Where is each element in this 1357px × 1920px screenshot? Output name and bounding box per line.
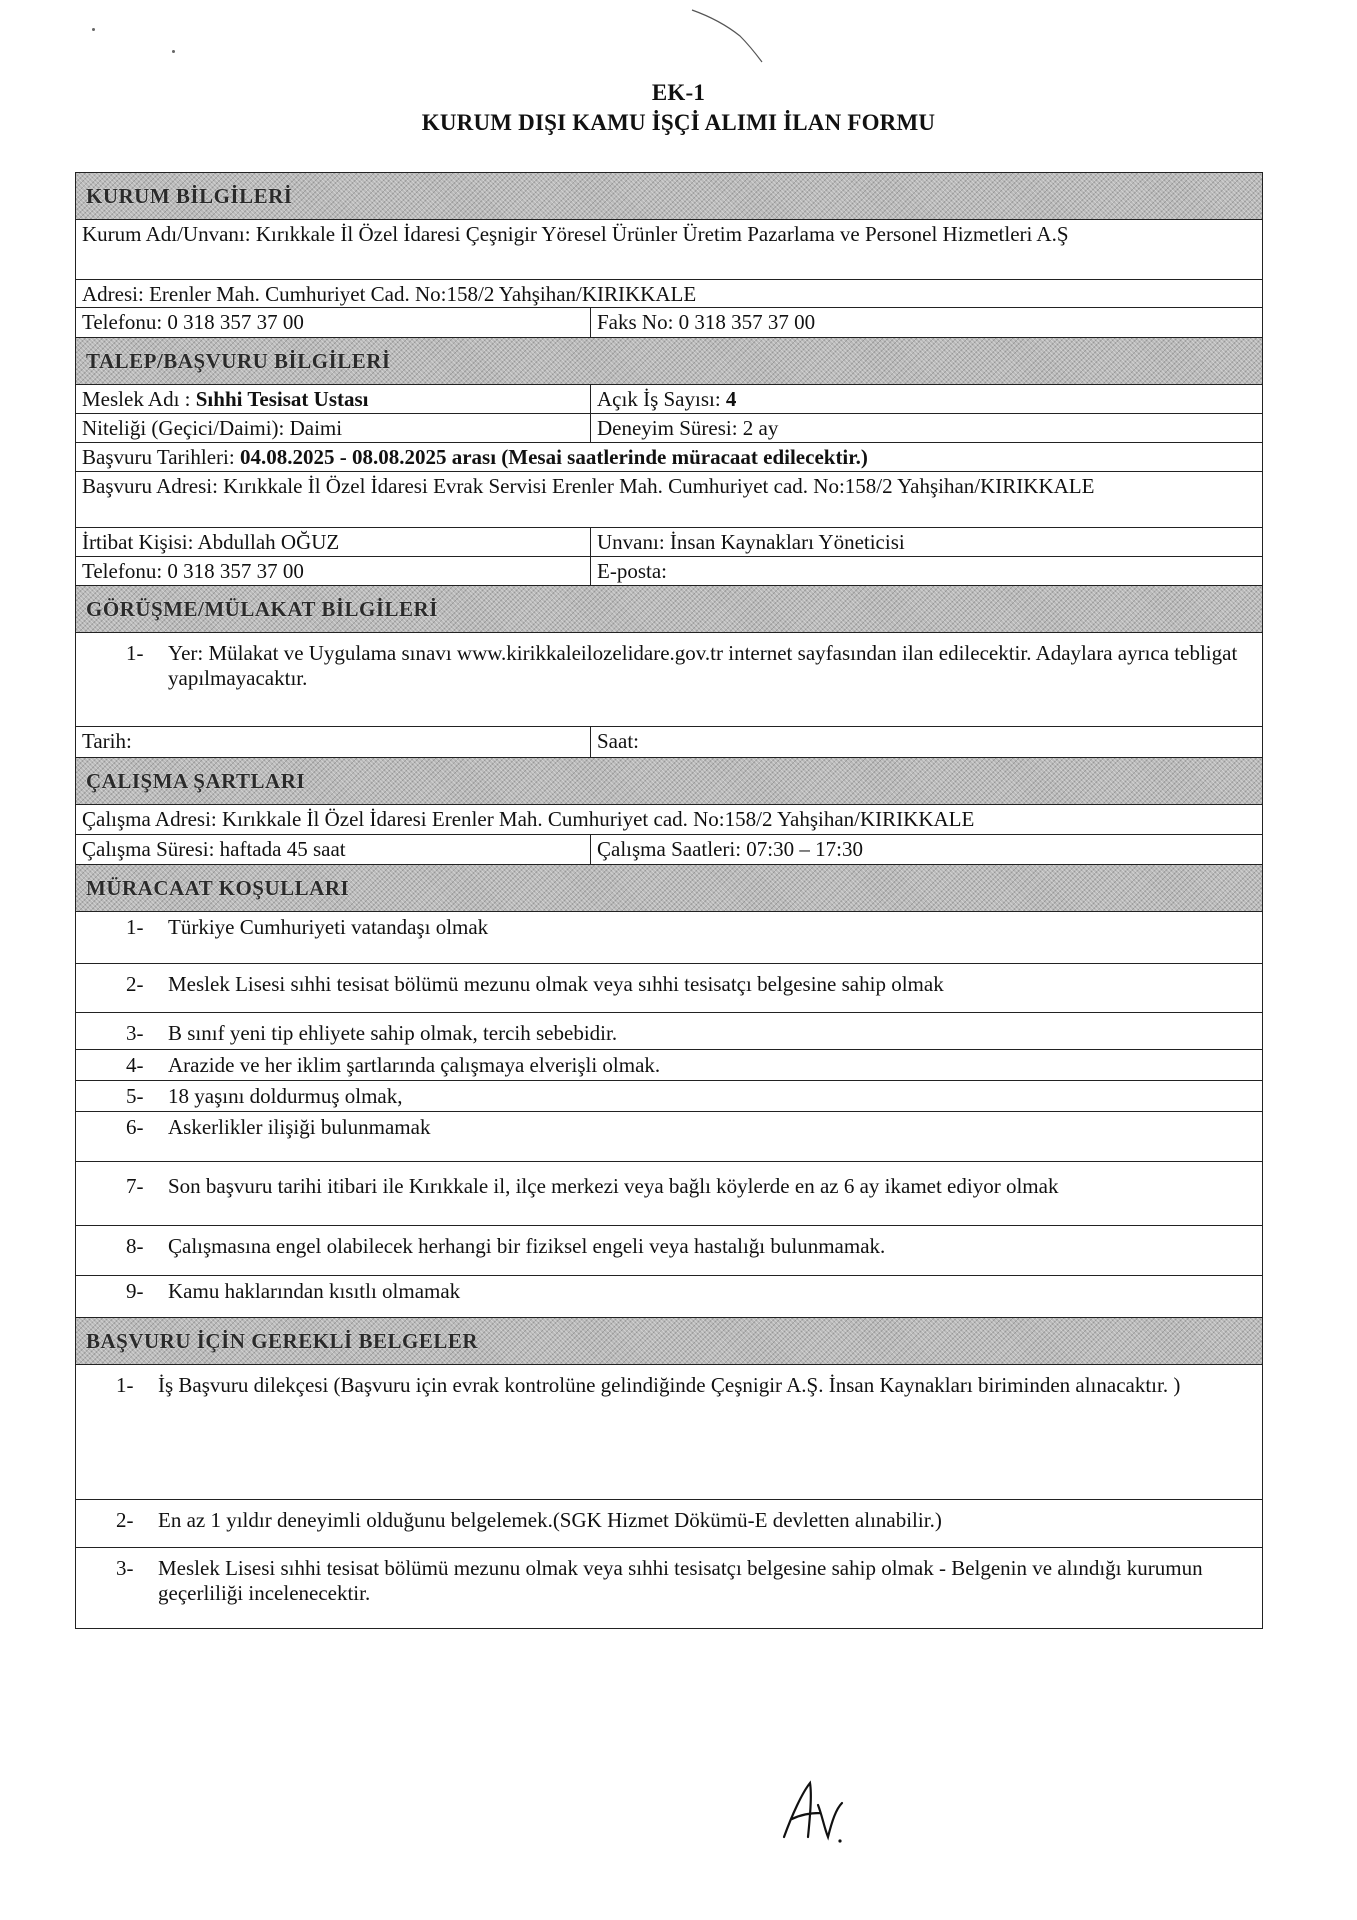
contact-email: E-posta: xyxy=(597,559,667,583)
kurum-phone: Telefonu: 0 318 357 37 00 xyxy=(76,308,591,337)
job-title-cell xyxy=(76,385,591,413)
item-number: 9- xyxy=(126,1279,144,1303)
requirement-text: Son başvuru tarihi itibari ile Kırıkkale il, ilçe merkezi veya bağlı köylerde en az 6 ay ikamet ediyor olmak xyxy=(168,1174,1059,1198)
interview-datetime-row xyxy=(76,727,1262,758)
document-item xyxy=(76,1548,1262,1628)
document-text: En az 1 yıldır deneyimli olduğunu belgelemek.(SGK Hizmet Dökümü-E devletten alınabilir.) xyxy=(158,1508,942,1532)
kurum-name-row xyxy=(76,220,1262,280)
kurum-address: Adresi: Erenler Mah. Cumhuriyet Cad. No:158/2 Yahşihan/KIRIKKALE xyxy=(82,282,697,306)
kurum-contact-row xyxy=(76,308,1262,338)
application-dates-label: Başvuru Tarihleri: xyxy=(82,445,240,469)
job-posting-form xyxy=(75,172,1263,1629)
document-row xyxy=(76,1500,1262,1548)
requirement-text: Meslek Lisesi sıhhi tesisat bölümü mezunu olmak veya sıhhi tesisatçı belgesine sahip olmak xyxy=(168,972,944,996)
work-hours-row xyxy=(76,835,1262,865)
application-dates xyxy=(76,443,1262,471)
requirement-item xyxy=(76,912,1262,963)
requirement-row xyxy=(76,1112,1262,1162)
scan-speck xyxy=(92,28,95,31)
item-number: 5- xyxy=(126,1084,144,1108)
form-title: KURUM DIŞI KAMU İŞÇİ ALIMI İLAN FORMU xyxy=(421,110,936,135)
kurum-name: Kurum Adı/Unvanı: Kırıkkale İl Özel İdaresi Çeşnigir Yöresel Ürünler Üretim Pazarlama ve Personel Hizmetleri A.Ş xyxy=(82,222,1069,246)
section-header-belgeler: BAŞVURU İÇİN GEREKLİ BELGELER xyxy=(76,1318,1262,1365)
item-number: 1- xyxy=(126,641,144,665)
item-number: 6- xyxy=(126,1115,144,1139)
document-text: Meslek Lisesi sıhhi tesisat bölümü mezunu olmak veya sıhhi tesisatçı belgesine sahip olmak - Belgenin ve alındığı kurumun geçerliliği incelenecektir. xyxy=(158,1556,1203,1605)
experience-duration: Deneyim Süresi: 2 ay xyxy=(597,416,779,440)
annex-label: EK-1 xyxy=(651,80,706,105)
talep-job-row xyxy=(76,385,1262,414)
application-dates-value: 04.08.2025 - 08.08.2025 arası (Mesai saatlerinde müracaat edilecektir.) xyxy=(239,445,868,469)
section-header-gorusme: GÖRÜŞME/MÜLAKAT BİLGİLERİ xyxy=(76,586,1262,633)
item-number: 8- xyxy=(126,1234,144,1258)
requirement-item xyxy=(76,1050,1262,1080)
requirement-row xyxy=(76,964,1262,1013)
contact-person: İrtibat Kişisi: Abdullah OĞUZ xyxy=(76,528,591,556)
item-number: 3- xyxy=(126,1021,144,1045)
talep-type-row xyxy=(76,414,1262,443)
requirement-text: Askerlikler ilişiği bulunmamak xyxy=(168,1115,431,1139)
open-positions-cell xyxy=(591,385,1262,413)
section-header-kurum: KURUM BİLGİLERİ xyxy=(76,173,1262,220)
item-number: 1- xyxy=(116,1373,134,1397)
requirement-row xyxy=(76,1050,1262,1081)
interview-location-row xyxy=(76,633,1262,727)
section-header-calisma: ÇALIŞMA ŞARTLARI xyxy=(76,758,1262,805)
interview-time: Saat: xyxy=(597,729,639,753)
requirement-item xyxy=(76,1112,1262,1161)
requirement-row xyxy=(76,912,1262,964)
contact-info-row xyxy=(76,557,1262,586)
section-header-talep: TALEP/BAŞVURU BİLGİLERİ xyxy=(76,338,1262,385)
requirement-text: Arazide ve her iklim şartlarında çalışmaya elverişli olmak. xyxy=(168,1053,661,1077)
application-address-row xyxy=(76,472,1262,528)
requirement-text: B sınıf yeni tip ehliyete sahip olmak, tercih sebebidir. xyxy=(168,1021,618,1045)
open-positions-value: 4 xyxy=(725,387,737,411)
application-dates-row xyxy=(76,443,1262,472)
document-row xyxy=(76,1548,1262,1628)
requirement-item xyxy=(76,1162,1262,1225)
interview-location-item xyxy=(76,633,1262,726)
requirement-item xyxy=(76,1013,1262,1049)
contact-phone: Telefonu: 0 318 357 37 00 xyxy=(76,557,591,585)
item-number: 4- xyxy=(126,1053,144,1077)
item-number: 2- xyxy=(126,972,144,996)
contact-person-row xyxy=(76,528,1262,557)
document-row xyxy=(76,1365,1262,1500)
open-positions-label: Açık İş Sayısı: xyxy=(597,387,726,411)
work-hours: Çalışma Saatleri: 07:30 – 17:30 xyxy=(597,837,863,861)
requirement-item xyxy=(76,964,1262,1012)
requirement-item xyxy=(76,1226,1262,1275)
job-title-value: Sıhhi Tesisat Ustası xyxy=(195,387,369,411)
item-number: 1- xyxy=(126,915,144,939)
requirement-text: Kamu haklarından kısıtlı olmamak xyxy=(168,1279,461,1303)
job-type: Niteliği (Geçici/Daimi): Daimi xyxy=(76,414,591,442)
handwritten-signature xyxy=(780,1775,850,1845)
requirement-item xyxy=(76,1081,1262,1111)
requirement-item xyxy=(76,1276,1262,1317)
work-address: Çalışma Adresi: Kırıkkale İl Özel İdaresi Erenler Mah. Cumhuriyet cad. No:158/2 Yahşihan/KIRIKKALE xyxy=(82,807,975,831)
section-header-muracaat: MÜRACAAT KOŞULLARI xyxy=(76,865,1262,912)
interview-location-text: Yer: Mülakat ve Uygulama sınavı www.kirikkaleilozelidare.gov.tr internet sayfasından ilan edilecektir. Adaylara ayrıca tebligat yapılmayacaktır. xyxy=(168,641,1238,690)
item-number: 2- xyxy=(116,1508,134,1532)
job-title-label: Meslek Adı : xyxy=(82,387,196,411)
interview-date: Tarih: xyxy=(76,727,591,757)
item-number: 7- xyxy=(126,1174,144,1198)
kurum-address-row xyxy=(76,280,1262,308)
work-address-row xyxy=(76,805,1262,835)
pen-stroke-mark xyxy=(690,6,770,66)
requirement-row xyxy=(76,1013,1262,1050)
contact-title: Unvanı: İnsan Kaynakları Yöneticisi xyxy=(597,530,905,554)
scan-speck xyxy=(172,50,175,53)
document-text: İş Başvuru dilekçesi (Başvuru için evrak kontrolüne gelindiğinde Çeşnigir A.Ş. İnsan Kaynakları biriminden alınacaktır. ) xyxy=(158,1373,1181,1397)
requirement-text: Türkiye Cumhuriyeti vatandaşı olmak xyxy=(168,915,489,939)
document-item xyxy=(76,1500,1262,1547)
requirement-row xyxy=(76,1081,1262,1112)
document-item xyxy=(76,1365,1262,1499)
requirement-row xyxy=(76,1162,1262,1226)
requirement-text: 18 yaşını doldurmuş olmak, xyxy=(168,1084,403,1108)
requirement-text: Çalışmasına engel olabilecek herhangi bir fiziksel engeli veya hastalığı bulunmamak. xyxy=(168,1234,886,1258)
kurum-fax: Faks No: 0 318 357 37 00 xyxy=(597,310,816,334)
application-address: Başvuru Adresi: Kırıkkale İl Özel İdaresi Evrak Servisi Erenler Mah. Cumhuriyet cad. No:158/2 Yahşihan/KIRIKKALE xyxy=(82,474,1095,498)
requirement-row xyxy=(76,1226,1262,1276)
work-duration: Çalışma Süresi: haftada 45 saat xyxy=(76,835,591,864)
item-number: 3- xyxy=(116,1556,134,1580)
requirement-row xyxy=(76,1276,1262,1318)
